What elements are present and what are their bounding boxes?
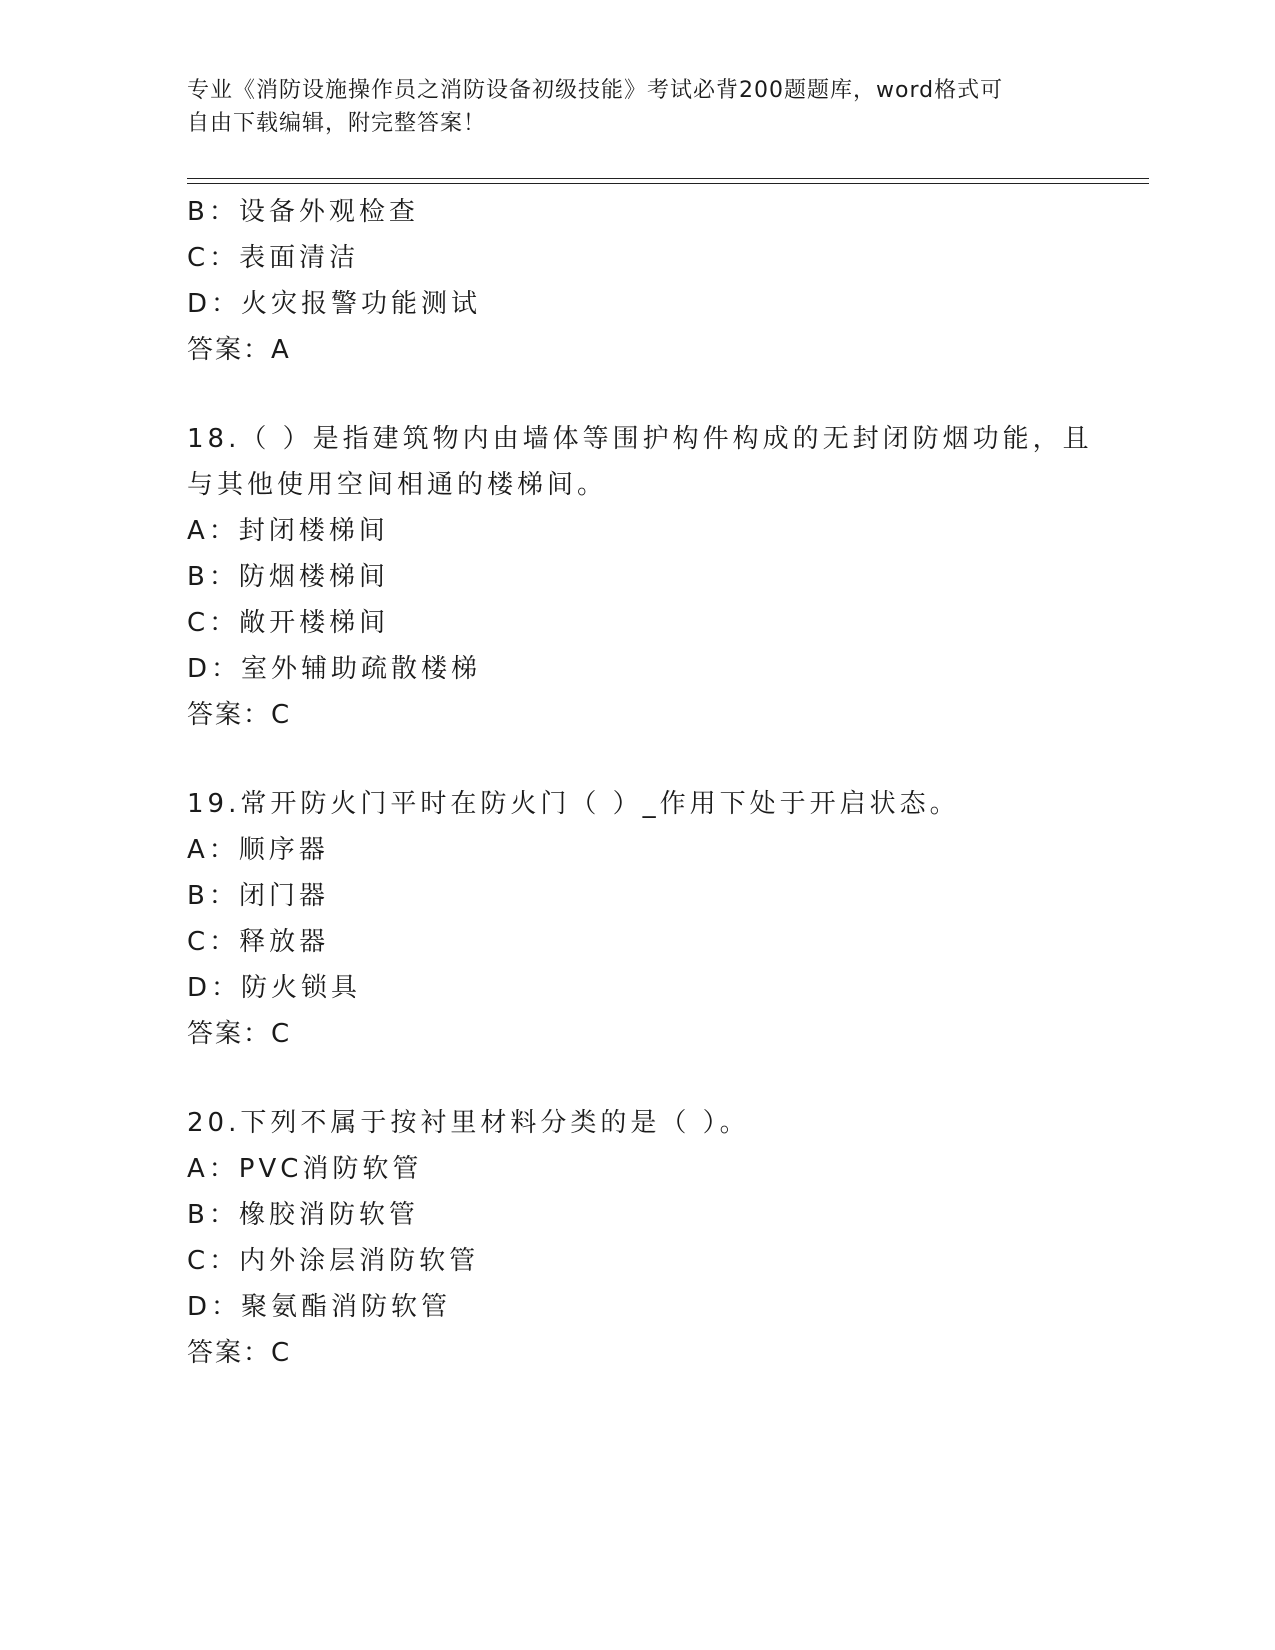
option-c: C：表面清洁 — [187, 243, 360, 273]
option-b: B：闭门器 — [187, 881, 329, 911]
header-divider-bottom — [187, 183, 1149, 184]
question-17 — [187, 189, 1087, 373]
option-d: D：室外辅助疏散楼梯 — [187, 654, 482, 684]
question-19 — [187, 781, 1087, 1057]
answer: 答案：C — [187, 700, 292, 730]
option-b: B：防烟楼梯间 — [187, 562, 389, 592]
header-divider-top — [187, 178, 1149, 179]
question-stem: 19.常开防火门平时在防火门（ ）_作用下处于开启状态。 — [187, 789, 960, 819]
option-d: D：防火锁具 — [187, 973, 362, 1003]
option-c: C：释放器 — [187, 927, 330, 957]
header-line-2: 自由下载编辑，附完整答案！ — [187, 111, 487, 136]
question-stem: 20.下列不属于按衬里材料分类的是（ ）。 — [187, 1108, 750, 1138]
document-header — [187, 74, 1087, 140]
option-b: B：设备外观检查 — [187, 197, 419, 227]
option-d: D：火灾报警功能测试 — [187, 289, 482, 319]
question-stem-continued: 与其他使用空间相通的楼梯间。 — [187, 470, 608, 500]
option-a: A：封闭楼梯间 — [187, 516, 389, 546]
answer: 答案：C — [187, 1338, 292, 1368]
option-a: A：PVC消防软管 — [187, 1154, 423, 1184]
option-c: C：敞开楼梯间 — [187, 608, 390, 638]
question-18 — [187, 416, 1093, 738]
option-b: B：橡胶消防软管 — [187, 1200, 419, 1230]
question-list — [187, 189, 1093, 1376]
option-d: D：聚氨酯消防软管 — [187, 1292, 452, 1322]
option-c: C：内外涂层消防软管 — [187, 1246, 480, 1276]
option-a: A：顺序器 — [187, 835, 329, 865]
header-line-1: 专业《消防设施操作员之消防设备初级技能》考试必背200题题库，word格式可 — [187, 78, 1004, 103]
answer: 答案：A — [187, 335, 291, 365]
question-20 — [187, 1100, 1087, 1376]
answer: 答案：C — [187, 1019, 292, 1049]
question-stem: 18.（ ）是指建筑物内由墙体等围护构件构成的无封闭防烟功能，且 — [187, 424, 1093, 454]
